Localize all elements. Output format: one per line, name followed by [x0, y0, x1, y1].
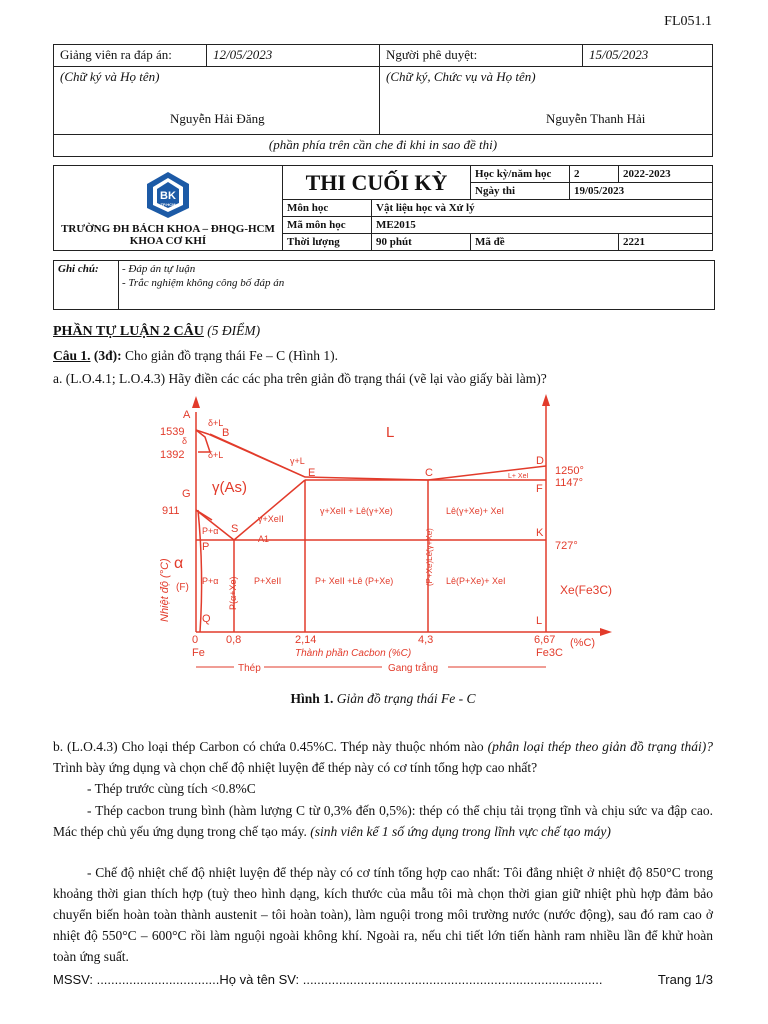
question-1b: b. (L.O.4.3) Cho loại thép Carbon có chứa 0.45%C. Thép này thuộc nhóm nào (phân loại thép theo giản đồ trạng thái)? Trình bày ứng dụng và chọn chế độ nhiệt luyện để thép này có cơ tính tổng hợp cao nhất?	[53, 739, 714, 775]
svg-text:P+XeII: P+XeII	[254, 576, 282, 586]
subject-value: Vật liệu học và Xử lý	[372, 200, 713, 217]
section-heading: PHẦN TỰ LUẬN 2 CÂU	[53, 324, 204, 339]
exam-date: 19/05/2023	[570, 183, 713, 200]
svg-text:δ+L: δ+L	[208, 418, 224, 428]
semester-label: Học kỳ/năm học	[471, 166, 570, 183]
lecturer-date: 12/05/2023	[207, 45, 380, 67]
svg-text:S: S	[231, 523, 239, 535]
svg-text:Lê(γ+Xe)+ XeI: Lê(γ+Xe)+ XeI	[446, 506, 505, 516]
year-value: 2022-2023	[619, 166, 713, 183]
svg-text:P+ XeII +Lê (P+Xe): P+ XeII +Lê (P+Xe)	[315, 576, 394, 586]
svg-text:γ+XeII + Lê(γ+Xe): γ+XeII + Lê(γ+Xe)	[320, 506, 393, 516]
svg-text:E: E	[308, 467, 316, 479]
exam-title: THI CUỐI KỲ	[283, 166, 471, 200]
page-number: Trang 1/3	[657, 972, 713, 987]
duration-label: Thời lượng	[283, 234, 372, 251]
y-axis-label: Nhiệt độ (°C)	[159, 558, 171, 622]
code-value: ME2015	[372, 217, 713, 234]
svg-text:F: F	[536, 483, 543, 495]
section-heading-line	[53, 320, 713, 342]
svg-text:δ: δ	[182, 436, 188, 446]
temp-727: 727°	[555, 540, 578, 552]
approver-name: Nguyễn Thanh Hải	[546, 111, 646, 126]
svg-text:BK: BK	[160, 189, 176, 202]
svg-text:(P+Xe)Lê(γ+Xe): (P+Xe)Lê(γ+Xe)	[425, 528, 434, 586]
q1-text: Cho giản đồ trạng thái Fe – C (Hình 1).	[125, 348, 338, 363]
approver-label: Người phê duyệt:	[380, 45, 583, 67]
section-points: (5 ĐIỂM)	[207, 323, 261, 338]
notes-line-1: - Đáp án tự luận	[122, 263, 196, 275]
svg-text:γ+L: γ+L	[290, 456, 305, 466]
exam-code-value: 2221	[619, 234, 713, 251]
figure-caption: Hình 1. Giản đồ trạng thái Fe - C	[290, 691, 476, 706]
tick-6.67: 6,67	[534, 634, 556, 646]
tick-4.3: 4,3	[418, 634, 434, 646]
lecturer-label: Giảng viên ra đáp án:	[54, 45, 207, 67]
temp-1539: 1539	[160, 426, 185, 438]
svg-text:(F): (F)	[176, 582, 189, 593]
svg-text:Lê(P+Xe)+ XeI: Lê(P+Xe)+ XeI	[446, 576, 506, 586]
lecturer-sign-cell	[54, 67, 380, 135]
notes-box	[53, 260, 715, 310]
approval-table	[53, 44, 713, 157]
temp-1250: 1250°	[555, 465, 584, 477]
footer	[53, 972, 713, 987]
temp-1147: 1147°	[555, 477, 584, 489]
date-label: Ngày thi	[471, 183, 570, 200]
svg-text:P+α: P+α	[202, 526, 219, 536]
duration-value: 90 phút	[372, 234, 471, 251]
svg-text:L+ XeI: L+ XeI	[508, 473, 529, 480]
notes-label: Ghi chú:	[58, 263, 99, 275]
svg-text:B: B	[222, 427, 230, 439]
tick-2.14: 2,14	[295, 634, 317, 646]
tick-0: 0	[192, 634, 199, 646]
x-axis-label: Thành phần Cacbon (%C)	[295, 648, 412, 659]
footer-student-fields: MSSV: ..................................Họ và tên SV: ...................................................................................	[53, 972, 603, 987]
temp-911: 911	[162, 505, 180, 517]
school-name: TRƯỜNG ĐH BÁCH KHOA – ĐHQG-HCM	[61, 222, 275, 235]
document-code: FL051.1	[664, 14, 712, 29]
sign-right-label: (Chữ ký, Chức vụ và Họ tên)	[386, 69, 536, 84]
svg-text:δ+L: δ+L	[208, 450, 224, 460]
approver-sign-cell	[380, 67, 713, 135]
svg-text:TP.HCM: TP.HCM	[160, 201, 176, 207]
subject-label: Môn học	[283, 200, 372, 217]
notes-line-2: - Trắc nghiệm không công bố đáp án	[122, 277, 285, 289]
sign-left-label: (Chữ ký và Họ tên)	[60, 69, 160, 84]
approver-date: 15/05/2023	[583, 45, 713, 67]
phase-gamma: γ(As)	[212, 479, 247, 496]
svg-text:Q: Q	[202, 613, 211, 625]
svg-text:A: A	[183, 409, 191, 421]
cover-note: (phần phía trên cần che đi khi in sao đề thi)	[54, 135, 713, 157]
q1-label: Câu 1.	[53, 348, 91, 363]
school-cell	[54, 166, 283, 251]
svg-text:K: K	[536, 527, 544, 539]
temp-1392: 1392	[160, 449, 185, 461]
fe-c-phase-diagram	[150, 392, 620, 682]
svg-text:P: P	[202, 541, 210, 553]
code-label: Mã môn học	[283, 217, 372, 234]
svg-text:G: G	[182, 488, 191, 500]
svg-text:γ+XeII: γ+XeII	[258, 514, 284, 524]
exam-code-label: Mã đề	[471, 234, 619, 251]
question-1-line	[53, 345, 713, 366]
steel-label: Thép	[238, 663, 261, 674]
pct-label: (%C)	[570, 637, 596, 649]
svg-text:P(α+Xe): P(α+Xe)	[228, 576, 238, 610]
phase-L: L	[386, 424, 395, 441]
answer-bullet-1: - Thép trước cùng tích <0.8%C	[87, 781, 256, 796]
semester-value: 2	[570, 166, 619, 183]
school-logo-icon	[143, 170, 193, 220]
tick-0.8: 0,8	[226, 634, 242, 646]
svg-text:α: α	[174, 555, 184, 572]
faculty-name: KHOA CƠ KHÍ	[129, 234, 207, 247]
exam-info-table	[53, 165, 713, 251]
question-1a: a. (L.O.4.1; L.O.4.3) Hãy điền các các pha trên giản đồ trạng thái (vẽ lại vào giấy bài làm)?	[53, 371, 547, 386]
q1-points: (3đ):	[93, 348, 122, 363]
cast-iron-label: Gang trắng	[388, 663, 439, 674]
svg-text:Xe(Fe3C): Xe(Fe3C)	[560, 583, 613, 597]
fe3c-label: Fe3C	[536, 647, 563, 659]
svg-text:P+α: P+α	[202, 576, 219, 586]
fe-label: Fe	[192, 647, 205, 659]
svg-text:L: L	[536, 615, 543, 627]
answer-bullet-3: - Chế độ nhiệt chế độ nhiệt luyện để thép này có cơ tính tổng hợp cao nhất: Tôi đẳng nhiệt ở nhiệt độ 850°C trong khoảng thời gian thích hợp (tuỳ theo hình dạng, kích thước của mẫu tôi mà chọn thời gian giữ nhiệt phù hợp đảm bảo chuyển biến hoàn toàn thành austenit – tôi hoàn toàn), làm nguội trong môi trường nước (nước động), sau đó ram cao ở nhiệt độ 550°C – 600°C rồi làm nguội ngoài không khí. Ngoài ra, nếu chi tiết lớn tiến hành ram nhiều lần để khử hoàn toàn ứng suất.	[53, 865, 713, 964]
answer-bullet-2: - Thép cacbon trung bình (hàm lượng C từ 0,3% đến 0,5%): thép có thể chịu tải trọng tĩnh và chịu sức va đập cao. Mác thép chủ yếu ứng dụng trong chế tạo máy. (sinh viên kể 1 số ứng dụng trong lĩnh vực chế tạo máy)	[53, 803, 713, 839]
svg-text:C: C	[425, 467, 433, 479]
svg-text:A1: A1	[258, 534, 270, 544]
svg-text:D: D	[536, 455, 544, 467]
lecturer-name: Nguyễn Hải Đăng	[170, 111, 265, 126]
